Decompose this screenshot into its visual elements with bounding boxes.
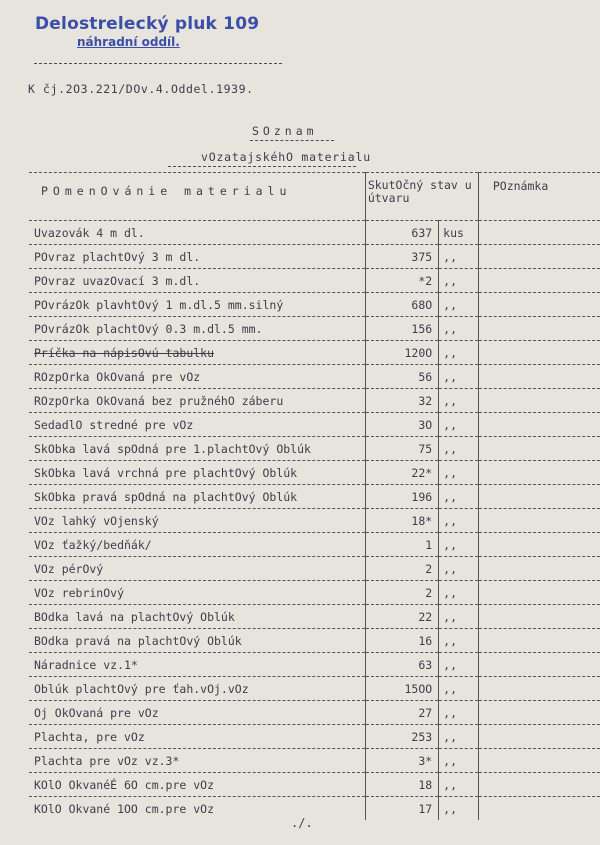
item-quantity: 22 xyxy=(365,605,438,629)
table-row xyxy=(29,341,600,365)
item-note xyxy=(478,413,600,437)
item-note xyxy=(478,293,600,317)
table-row xyxy=(29,605,600,629)
item-quantity: 253 xyxy=(365,725,438,749)
table-row xyxy=(29,653,600,677)
table-row xyxy=(29,293,600,317)
item-quantity: 18 xyxy=(365,773,438,797)
item-name: VOz rebrinOvý xyxy=(29,581,365,605)
item-note xyxy=(478,629,600,653)
item-unit: ,, xyxy=(439,341,479,365)
table-row xyxy=(29,533,600,557)
table-row xyxy=(29,773,600,797)
item-unit: ,, xyxy=(439,461,479,485)
item-unit: ,, xyxy=(439,533,479,557)
item-note xyxy=(478,581,600,605)
item-note xyxy=(478,437,600,461)
item-name: Oj OkOvaná pre vOz xyxy=(29,701,365,725)
item-name: POvrázOk plachtOvý 0.3 m.dl.5 mm. xyxy=(29,317,365,341)
table-row xyxy=(29,485,600,509)
document-title: SOznam xyxy=(252,124,318,138)
item-name: Plachta pre vOz vz.3* xyxy=(29,749,365,773)
item-name: Oblúk plachtOvý pre ťah.vOj.vOz xyxy=(29,677,365,701)
table-header-row xyxy=(29,173,600,221)
inventory-table xyxy=(29,172,600,820)
item-name: KOlO Okvané 1OO cm.pre vOz xyxy=(29,797,365,821)
item-unit: ,, xyxy=(439,653,479,677)
item-unit: ,, xyxy=(439,245,479,269)
item-name: SkObka pravá spOdná na plachtOvý Oblúk xyxy=(29,485,365,509)
item-quantity: 3* xyxy=(365,749,438,773)
item-name: ROzpOrka OkOvaná pre vOz xyxy=(29,365,365,389)
item-quantity: 2 xyxy=(365,557,438,581)
item-name: Náradnice vz.1* xyxy=(29,653,365,677)
item-name: KOlO OkvanéÉ 6O cm.pre vOz xyxy=(29,773,365,797)
item-name: POvrázOk plavhtOvý 1 m.dl.5 mm.silný xyxy=(29,293,365,317)
table-row xyxy=(29,437,600,461)
item-quantity: 15OO xyxy=(365,677,438,701)
stamp-unit-name: Delostrelecký pluk 109 xyxy=(35,14,260,34)
item-name: VOz lahký vOjenský xyxy=(29,509,365,533)
item-note xyxy=(478,677,600,701)
item-unit: ,, xyxy=(439,293,479,317)
table-row xyxy=(29,797,600,821)
item-quantity: 63 xyxy=(365,653,438,677)
reference-number: K čj.2O3.221/DOv.4.Oddel.1939. xyxy=(28,82,254,96)
item-quantity: 17 xyxy=(365,797,438,821)
item-unit: ,, xyxy=(439,725,479,749)
item-unit: ,, xyxy=(439,797,479,821)
item-note xyxy=(478,317,600,341)
item-name: Plachta, pre vOz xyxy=(29,725,365,749)
table-row xyxy=(29,461,600,485)
item-note xyxy=(478,533,600,557)
item-name: POvraz plachtOvý 3 m dl. xyxy=(29,245,365,269)
item-name: BOdka lavá na plachtOvý Oblúk xyxy=(29,605,365,629)
item-quantity: 196 xyxy=(365,485,438,509)
table-row xyxy=(29,389,600,413)
item-unit: ,, xyxy=(439,437,479,461)
item-note xyxy=(478,461,600,485)
page-continuation-marker: ./. xyxy=(291,816,313,830)
item-unit: ,, xyxy=(439,389,479,413)
item-unit: ,, xyxy=(439,677,479,701)
item-quantity: 16 xyxy=(365,629,438,653)
table-row xyxy=(29,557,600,581)
item-note xyxy=(478,509,600,533)
header-note: POznámka xyxy=(478,173,600,221)
table-row xyxy=(29,221,600,245)
unit-stamp xyxy=(35,14,259,49)
item-unit: ,, xyxy=(439,605,479,629)
table-row xyxy=(29,701,600,725)
item-note xyxy=(478,341,600,365)
table-row xyxy=(29,317,600,341)
item-unit: kus xyxy=(439,221,479,245)
item-note xyxy=(478,389,600,413)
item-quantity: 637 xyxy=(365,221,438,245)
item-quantity: 22* xyxy=(365,461,438,485)
header-actual-status: SkutOčný stav u útvaru xyxy=(365,173,478,221)
item-unit: ,, xyxy=(439,749,479,773)
item-note xyxy=(478,701,600,725)
item-note xyxy=(478,485,600,509)
table-row xyxy=(29,245,600,269)
subtitle-underline xyxy=(168,166,356,167)
item-unit: ,, xyxy=(439,485,479,509)
item-note xyxy=(478,605,600,629)
item-note xyxy=(478,797,600,821)
table-row xyxy=(29,413,600,437)
item-note xyxy=(478,365,600,389)
item-quantity: 1 xyxy=(365,533,438,557)
item-quantity: *2 xyxy=(365,269,438,293)
item-quantity: 120O xyxy=(365,341,438,365)
item-name: SkObka lavá vrchná pre plachtOvý Oblúk xyxy=(29,461,365,485)
item-unit: ,, xyxy=(439,365,479,389)
item-quantity: 32 xyxy=(365,389,438,413)
item-name: BOdka pravá na plachtOvý Oblúk xyxy=(29,629,365,653)
item-unit: ,, xyxy=(439,581,479,605)
item-quantity: 27 xyxy=(365,701,438,725)
item-name: SedadlO stredné pre vOz xyxy=(29,413,365,437)
header-item-name: POmenOvánie materialu xyxy=(29,173,365,221)
item-unit: ,, xyxy=(439,629,479,653)
table-row xyxy=(29,365,600,389)
item-name: Uvazovák 4 m dl. xyxy=(29,221,365,245)
item-note xyxy=(478,245,600,269)
item-unit: ,, xyxy=(439,701,479,725)
item-quantity: 375 xyxy=(365,245,438,269)
table-row xyxy=(29,629,600,653)
item-quantity: 3O xyxy=(365,413,438,437)
item-name: VOz ťažký/bedňák/ xyxy=(29,533,365,557)
item-unit: ,, xyxy=(439,509,479,533)
item-unit: ,, xyxy=(439,557,479,581)
item-quantity: 2 xyxy=(365,581,438,605)
stamp-subunit: náhradní oddíl. xyxy=(77,35,180,49)
item-unit: ,, xyxy=(439,269,479,293)
item-unit: ,, xyxy=(439,317,479,341)
item-name: Príčka na nápisOvú tabulku xyxy=(29,341,365,365)
item-note xyxy=(478,773,600,797)
item-unit: ,, xyxy=(439,413,479,437)
item-quantity: 56 xyxy=(365,365,438,389)
item-name: SkObka lavá spOdná pre 1.plachtOvý Oblúk xyxy=(29,437,365,461)
item-note xyxy=(478,653,600,677)
item-quantity: 18* xyxy=(365,509,438,533)
table-row xyxy=(29,677,600,701)
item-name: POvraz uvazOvací 3 m.dl. xyxy=(29,269,365,293)
table-row xyxy=(29,725,600,749)
item-unit: ,, xyxy=(439,773,479,797)
document-subtitle: vOzatajskéhO materialu xyxy=(201,150,371,164)
item-note xyxy=(478,725,600,749)
item-quantity: 75 xyxy=(365,437,438,461)
item-quantity: 156 xyxy=(365,317,438,341)
item-note xyxy=(478,269,600,293)
title-underline xyxy=(250,140,334,141)
table-row xyxy=(29,749,600,773)
table-row xyxy=(29,269,600,293)
item-note xyxy=(478,749,600,773)
item-name: VOz pérOvý xyxy=(29,557,365,581)
item-note xyxy=(478,221,600,245)
table-row xyxy=(29,509,600,533)
header-divider xyxy=(34,63,282,64)
item-name: ROzpOrka OkOvaná bez pružnéhO záberu xyxy=(29,389,365,413)
table-row xyxy=(29,581,600,605)
item-note xyxy=(478,557,600,581)
item-quantity: 68O xyxy=(365,293,438,317)
